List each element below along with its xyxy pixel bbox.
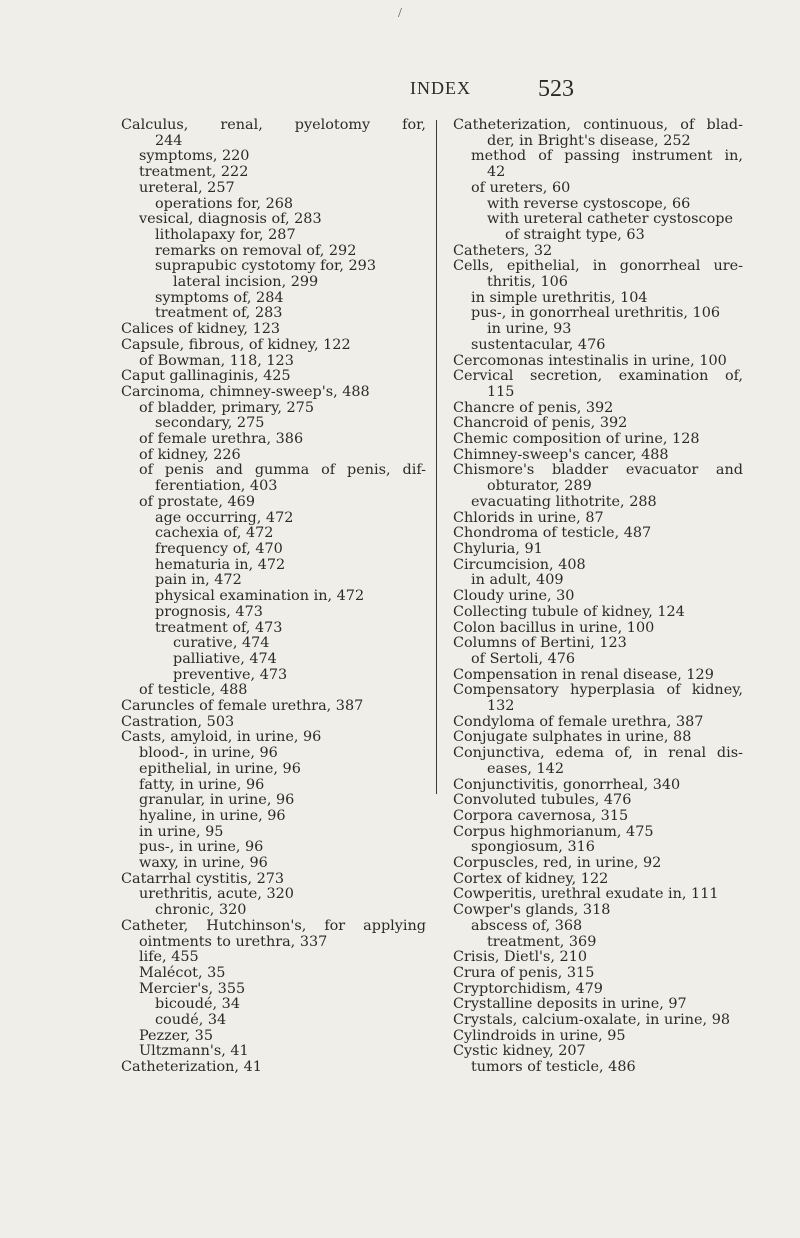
index-entry: pus-, in urine, 96 xyxy=(139,839,264,856)
index-entry: treatment of, 283 xyxy=(155,305,283,322)
index-entry: eases, 142 xyxy=(487,760,564,777)
index-entry: Conjunctiva, edema of, in renal dis- xyxy=(453,745,743,762)
index-entry: Columns of Bertini, 123 xyxy=(453,635,627,652)
index-entry: pus-, in gonorrheal urethritis, 106 xyxy=(471,305,721,322)
index-entry: of kidney, 226 xyxy=(139,446,241,463)
index-entry: Mercier's, 355 xyxy=(139,980,246,997)
index-entry: symptoms, 220 xyxy=(139,148,250,165)
index-entry: evacuating lithotrite, 288 xyxy=(471,493,657,510)
index-entry: Catheters, 32 xyxy=(453,242,553,259)
index-entry: spongiosum, 316 xyxy=(471,839,595,856)
index-entry: chronic, 320 xyxy=(155,902,247,919)
index-entry: life, 455 xyxy=(139,949,199,966)
index-entry: Chondroma of testicle, 487 xyxy=(453,525,652,542)
index-entry: Calculus, renal, pyelotomy for, xyxy=(121,117,426,133)
index-entry: Chemic composition of urine, 128 xyxy=(453,431,700,448)
index-entry: Cervical secretion, examination of, xyxy=(453,368,743,385)
index-entry: Chyluria, 91 xyxy=(453,540,543,557)
index-entry: in adult, 409 xyxy=(471,572,564,589)
index-entry: in urine, 93 xyxy=(487,321,572,338)
index-entry: secondary, 275 xyxy=(155,415,265,432)
index-entry: in urine, 95 xyxy=(139,823,224,840)
index-entry: treatment, 222 xyxy=(139,164,249,181)
index-entry: with reverse cystoscope, 66 xyxy=(487,195,691,212)
index-entry: of female urethra, 386 xyxy=(139,431,304,448)
index-entry: with ureteral catheter cystoscope xyxy=(487,211,733,228)
index-entry: Chancre of penis, 392 xyxy=(453,399,614,416)
page-number: 523 xyxy=(538,76,574,102)
index-entry: Malécot, 35 xyxy=(139,964,226,981)
index-entry: obturator, 289 xyxy=(487,478,592,495)
index-entry: Cryptorchidism, 479 xyxy=(453,980,603,997)
header-title: INDEX xyxy=(410,78,471,98)
index-entry: abscess of, 368 xyxy=(471,917,583,934)
index-entry: ointments to urethra, 337 xyxy=(139,933,328,950)
index-entry: Carcinoma, chimney-sweep's, 488 xyxy=(121,383,370,400)
index-entry: operations for, 268 xyxy=(155,195,294,212)
index-entry: hyaline, in urine, 96 xyxy=(139,807,286,824)
index-entry: Compensatory hyperplasia of kidney, xyxy=(453,682,743,699)
index-entry: Cystic kidney, 207 xyxy=(453,1043,586,1060)
index-entry: 244 xyxy=(155,132,183,149)
index-entry: Crystals, calcium-oxalate, in urine, 98 xyxy=(453,1012,731,1029)
index-entry: granular, in urine, 96 xyxy=(139,792,295,809)
index-entry: Circumcision, 408 xyxy=(453,556,586,573)
index-entry: fatty, in urine, 96 xyxy=(139,776,265,793)
index-entry: Calices of kidney, 123 xyxy=(121,321,281,338)
index-entry: sustentacular, 476 xyxy=(471,336,606,353)
index-entry: blood-, in urine, 96 xyxy=(139,745,278,762)
index-entry: epithelial, in urine, 96 xyxy=(139,760,301,777)
index-entry: of testicle, 488 xyxy=(139,682,248,699)
index-entry: preventive, 473 xyxy=(173,666,288,683)
index-entry: Crystalline deposits in urine, 97 xyxy=(453,996,687,1013)
index-entry: treatment, 369 xyxy=(487,933,597,950)
index-entry: der, in Bright's disease, 252 xyxy=(487,132,691,149)
index-entry: tumors of testicle, 486 xyxy=(471,1059,636,1076)
index-entry: Cortex of kidney, 122 xyxy=(453,870,609,887)
index-entry: age occurring, 472 xyxy=(155,509,294,526)
index-entry: Colon bacillus in urine, 100 xyxy=(453,619,655,636)
index-entry: frequency of, 470 xyxy=(155,540,283,557)
page-mark: / xyxy=(398,6,402,21)
index-entry: Conjugate sulphates in urine, 88 xyxy=(453,729,692,746)
index-entry: lateral incision, 299 xyxy=(173,274,319,291)
index-column-right xyxy=(453,118,743,1076)
index-entry: Crisis, Dietl's, 210 xyxy=(453,949,588,966)
index-entry: Condyloma of female urethra, 387 xyxy=(453,713,704,730)
index-entry: Corpora cavernosa, 315 xyxy=(453,807,629,824)
index-entry: Pezzer, 35 xyxy=(139,1027,213,1044)
index-entry: hematuria in, 472 xyxy=(155,556,286,573)
index-entry: Castration, 503 xyxy=(121,713,235,730)
index-entry: Caruncles of female urethra, 387 xyxy=(121,698,364,715)
index-entry: pain in, 472 xyxy=(155,572,242,589)
index-entry: Catheterization, continuous, of blad- xyxy=(453,117,743,133)
index-entry: Catheterization, 41 xyxy=(121,1059,262,1076)
index-entry: Compensation in renal disease, 129 xyxy=(453,666,714,683)
index-entry: Corpus highmorianum, 475 xyxy=(453,823,654,840)
index-entry: Crura of penis, 315 xyxy=(453,964,595,981)
index-entry: prognosis, 473 xyxy=(155,603,263,620)
index-entry: physical examination in, 472 xyxy=(155,588,365,605)
index-entry: Caput gallinaginis, 425 xyxy=(121,368,291,385)
index-entry: Catheter, Hutchinson's, for applying xyxy=(121,917,426,934)
index-entry: ureteral, 257 xyxy=(139,179,235,196)
index-entry: Cells, epithelial, in gonorrheal ure- xyxy=(453,258,743,275)
column-divider xyxy=(436,120,437,794)
index-entry: 132 xyxy=(487,698,515,715)
index-entry: of straight type, 63 xyxy=(505,226,645,243)
index-entry: Chlorids in urine, 87 xyxy=(453,509,604,526)
index-entry: Chismore's bladder evacuator and xyxy=(453,462,743,479)
index-entry: Chancroid of penis, 392 xyxy=(453,415,628,432)
index-entry: waxy, in urine, 96 xyxy=(139,855,268,872)
index-entry: symptoms of, 284 xyxy=(155,289,284,306)
index-entry: of prostate, 469 xyxy=(139,493,255,510)
index-entry: of Bowman, 118, 123 xyxy=(139,352,294,369)
index-entry: method of passing instrument in, xyxy=(471,148,743,165)
index-entry: remarks on removal of, 292 xyxy=(155,242,357,259)
index-entry: Cercomonas intestinalis in urine, 100 xyxy=(453,352,727,369)
index-entry: Catarrhal cystitis, 273 xyxy=(121,870,285,887)
index-entry: Convoluted tubules, 476 xyxy=(453,792,632,809)
index-entry: thritis, 106 xyxy=(487,274,568,291)
index-entry: coudé, 34 xyxy=(155,1012,227,1029)
index-entry: curative, 474 xyxy=(173,635,270,652)
index-entry: Chimney-sweep's cancer, 488 xyxy=(453,446,669,463)
index-entry: treatment of, 473 xyxy=(155,619,283,636)
index-entry: Ultzmann's, 41 xyxy=(139,1043,249,1060)
index-entry: Corpuscles, red, in urine, 92 xyxy=(453,855,662,872)
index-entry: Cloudy urine, 30 xyxy=(453,588,575,605)
index-entry: litholapaxy for, 287 xyxy=(155,226,296,243)
index-entry: in simple urethritis, 104 xyxy=(471,289,648,306)
index-column-left xyxy=(121,118,426,1076)
index-entry: 42 xyxy=(487,164,506,181)
index-entry: 115 xyxy=(487,383,515,400)
index-entry: Cowperitis, urethral exudate in, 111 xyxy=(453,886,719,903)
index-entry: ferentiation, 403 xyxy=(155,478,278,495)
index-entry: Conjunctivitis, gonorrheal, 340 xyxy=(453,776,681,793)
index-entry: suprapubic cystotomy for, 293 xyxy=(155,258,376,275)
index-entry: Cylindroids in urine, 95 xyxy=(453,1027,626,1044)
index-entry: Capsule, fibrous, of kidney, 122 xyxy=(121,336,351,353)
index-entry: Collecting tubule of kidney, 124 xyxy=(453,603,685,620)
page-header xyxy=(0,78,800,104)
index-entry: of bladder, primary, 275 xyxy=(139,399,314,416)
index-entry: urethritis, acute, 320 xyxy=(139,886,294,903)
index-entry: of Sertoli, 476 xyxy=(471,650,576,667)
index-entry: vesical, diagnosis of, 283 xyxy=(139,211,322,228)
index-entry: of ureters, 60 xyxy=(471,179,571,196)
index-entry: cachexia of, 472 xyxy=(155,525,274,542)
index-entry: Cowper's glands, 318 xyxy=(453,902,611,919)
index-entry: palliative, 474 xyxy=(173,650,277,667)
index-entry: bicoudé, 34 xyxy=(155,996,240,1013)
index-entry: of penis and gumma of penis, dif- xyxy=(139,462,426,479)
index-entry: Casts, amyloid, in urine, 96 xyxy=(121,729,322,746)
